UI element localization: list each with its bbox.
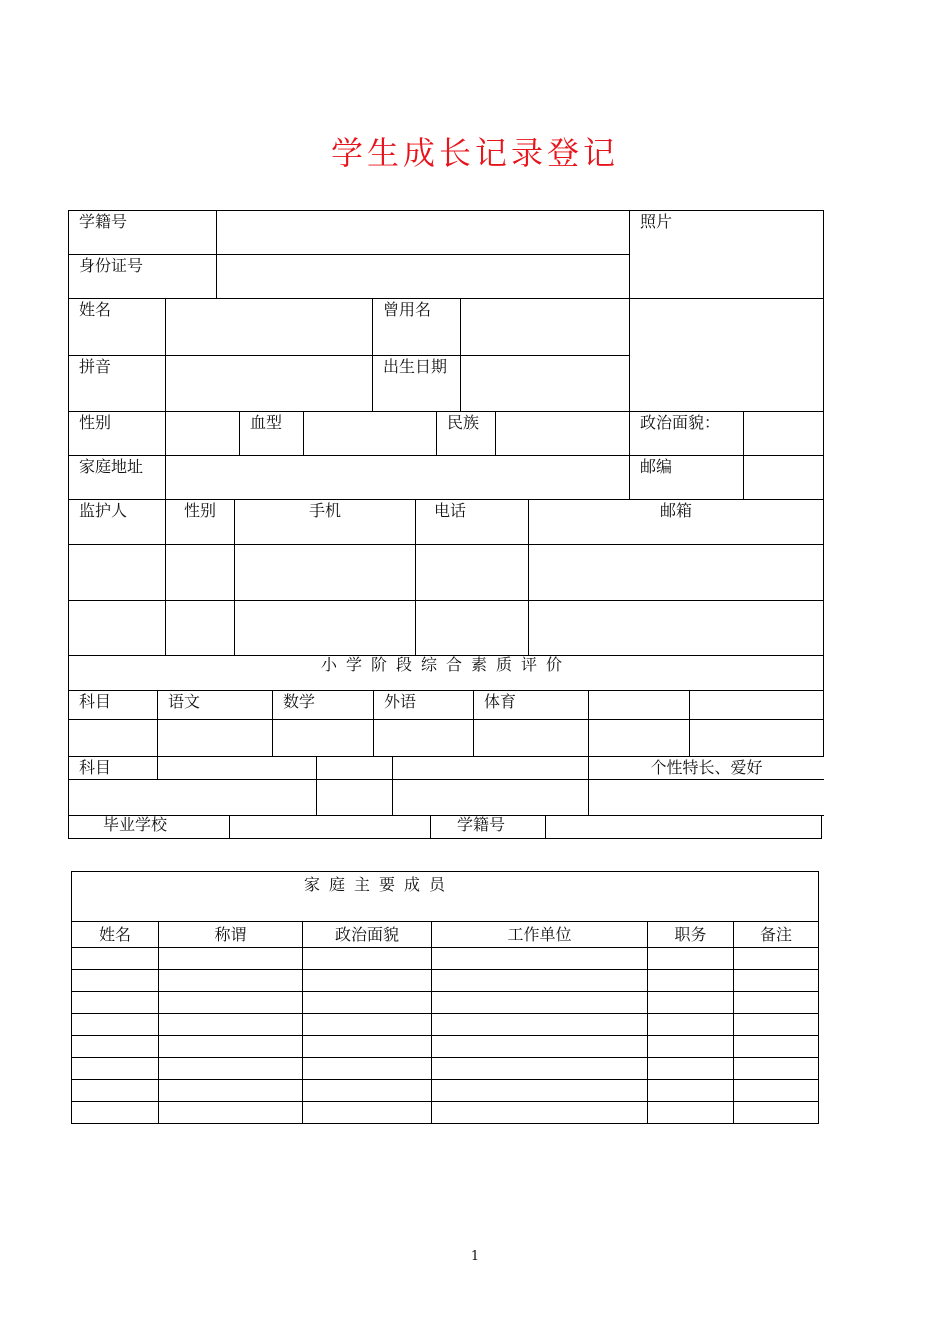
label-email: 邮箱 (528, 499, 824, 545)
field-graduated-school[interactable] (229, 815, 431, 839)
family-col-remarks: 备注 (733, 921, 819, 948)
field-blood-type[interactable] (303, 411, 437, 456)
subject2-a[interactable] (157, 756, 317, 780)
label-guardian-gender: 性别 (165, 499, 235, 545)
guardian-row-1-name[interactable] (68, 544, 166, 601)
row-line (72, 1013, 818, 1014)
guardian-row-2-name[interactable] (68, 600, 166, 656)
row-line (72, 1057, 818, 1058)
label-foreign-language: 外语 (373, 690, 474, 720)
field-student-no-2[interactable] (545, 815, 822, 839)
subject-extra-1[interactable] (588, 690, 690, 720)
subject2-b[interactable] (316, 756, 393, 780)
score-pe[interactable] (473, 719, 589, 757)
field-former-name[interactable] (460, 298, 630, 356)
family-col-relation: 称谓 (158, 921, 303, 948)
family-col-position: 职务 (647, 921, 734, 948)
label-student-no-2: 学籍号 (430, 815, 546, 839)
field-home-address[interactable] (165, 455, 630, 500)
guardian-row-2-gender[interactable] (165, 600, 235, 656)
subject2-score-b[interactable] (316, 779, 393, 816)
family-col-name: 姓名 (71, 921, 159, 948)
field-birth-date[interactable] (460, 355, 630, 412)
evaluation-heading: 小学阶段综合素质评价 (68, 655, 824, 691)
label-ethnicity: 民族 (436, 411, 496, 456)
label-photo: 照片 (629, 210, 824, 299)
family-heading: 家庭主要成员 (71, 871, 819, 922)
score-extra-2[interactable] (689, 719, 824, 757)
col-line (158, 947, 159, 1123)
label-id-no: 身份证号 (68, 254, 217, 299)
label-subject-2: 科目 (68, 756, 158, 780)
label-student-no: 学籍号 (68, 210, 217, 255)
field-gender[interactable] (165, 411, 240, 456)
subject2-score-c[interactable] (392, 779, 589, 816)
field-id-no[interactable] (216, 254, 630, 299)
subject2-score-a[interactable] (68, 779, 317, 816)
field-pinyin[interactable] (165, 355, 373, 412)
label-math: 数学 (272, 690, 374, 720)
label-chinese: 语文 (157, 690, 273, 720)
label-pe: 体育 (473, 690, 589, 720)
field-ethnicity[interactable] (495, 411, 630, 456)
subject2-c[interactable] (392, 756, 589, 780)
col-line (647, 947, 648, 1123)
subject-extra-2[interactable] (689, 690, 824, 720)
photo-area[interactable] (629, 298, 824, 412)
talents-field[interactable] (588, 779, 824, 816)
label-name: 姓名 (68, 298, 166, 356)
col-line (431, 947, 432, 1123)
label-former-name: 曾用名 (372, 298, 461, 356)
guardian-row-2-mobile[interactable] (234, 600, 416, 656)
score-foreign-language[interactable] (373, 719, 474, 757)
field-postcode[interactable] (743, 455, 824, 500)
label-graduated-school: 毕业学校 (68, 815, 230, 839)
label-home-address: 家庭地址 (68, 455, 166, 500)
family-col-political: 政治面貌 (302, 921, 432, 948)
label-guardian: 监护人 (68, 499, 166, 545)
label-talents: 个性特长、爱好 (588, 756, 824, 780)
guardian-row-1-mobile[interactable] (234, 544, 416, 601)
col-line (733, 947, 734, 1123)
score-math[interactable] (272, 719, 374, 757)
guardian-row-2-email[interactable] (528, 600, 824, 656)
label-pinyin: 拼音 (68, 355, 166, 412)
guardian-row-1-gender[interactable] (165, 544, 235, 601)
family-col-workplace: 工作单位 (431, 921, 648, 948)
label-postcode: 邮编 (629, 455, 744, 500)
label-birth-date: 出生日期 (372, 355, 461, 412)
guardian-row-1-email[interactable] (528, 544, 824, 601)
guardian-row-2-phone[interactable] (415, 600, 529, 656)
row-line (72, 991, 818, 992)
row-line (72, 1079, 818, 1080)
row-line (72, 1035, 818, 1036)
score-chinese[interactable] (157, 719, 273, 757)
label-gender: 性别 (68, 411, 166, 456)
label-political-status: 政治面貌： (629, 411, 744, 456)
label-mobile: 手机 (234, 499, 416, 545)
page-title: 学生成长记录登记 (330, 134, 619, 172)
row-line (72, 969, 818, 970)
guardian-row-1-phone[interactable] (415, 544, 529, 601)
row-line (72, 1101, 818, 1102)
label-phone: 电话 (415, 499, 529, 545)
label-blood-type: 血型 (239, 411, 304, 456)
field-student-no[interactable] (216, 210, 630, 255)
label-subject: 科目 (68, 690, 158, 720)
page-number: 1 (470, 1249, 480, 1264)
field-name[interactable] (165, 298, 373, 356)
score-extra-1[interactable] (588, 719, 690, 757)
score-empty-1[interactable] (68, 719, 158, 757)
family-rows[interactable] (71, 947, 819, 1124)
field-political-status[interactable] (743, 411, 824, 456)
col-line (302, 947, 303, 1123)
